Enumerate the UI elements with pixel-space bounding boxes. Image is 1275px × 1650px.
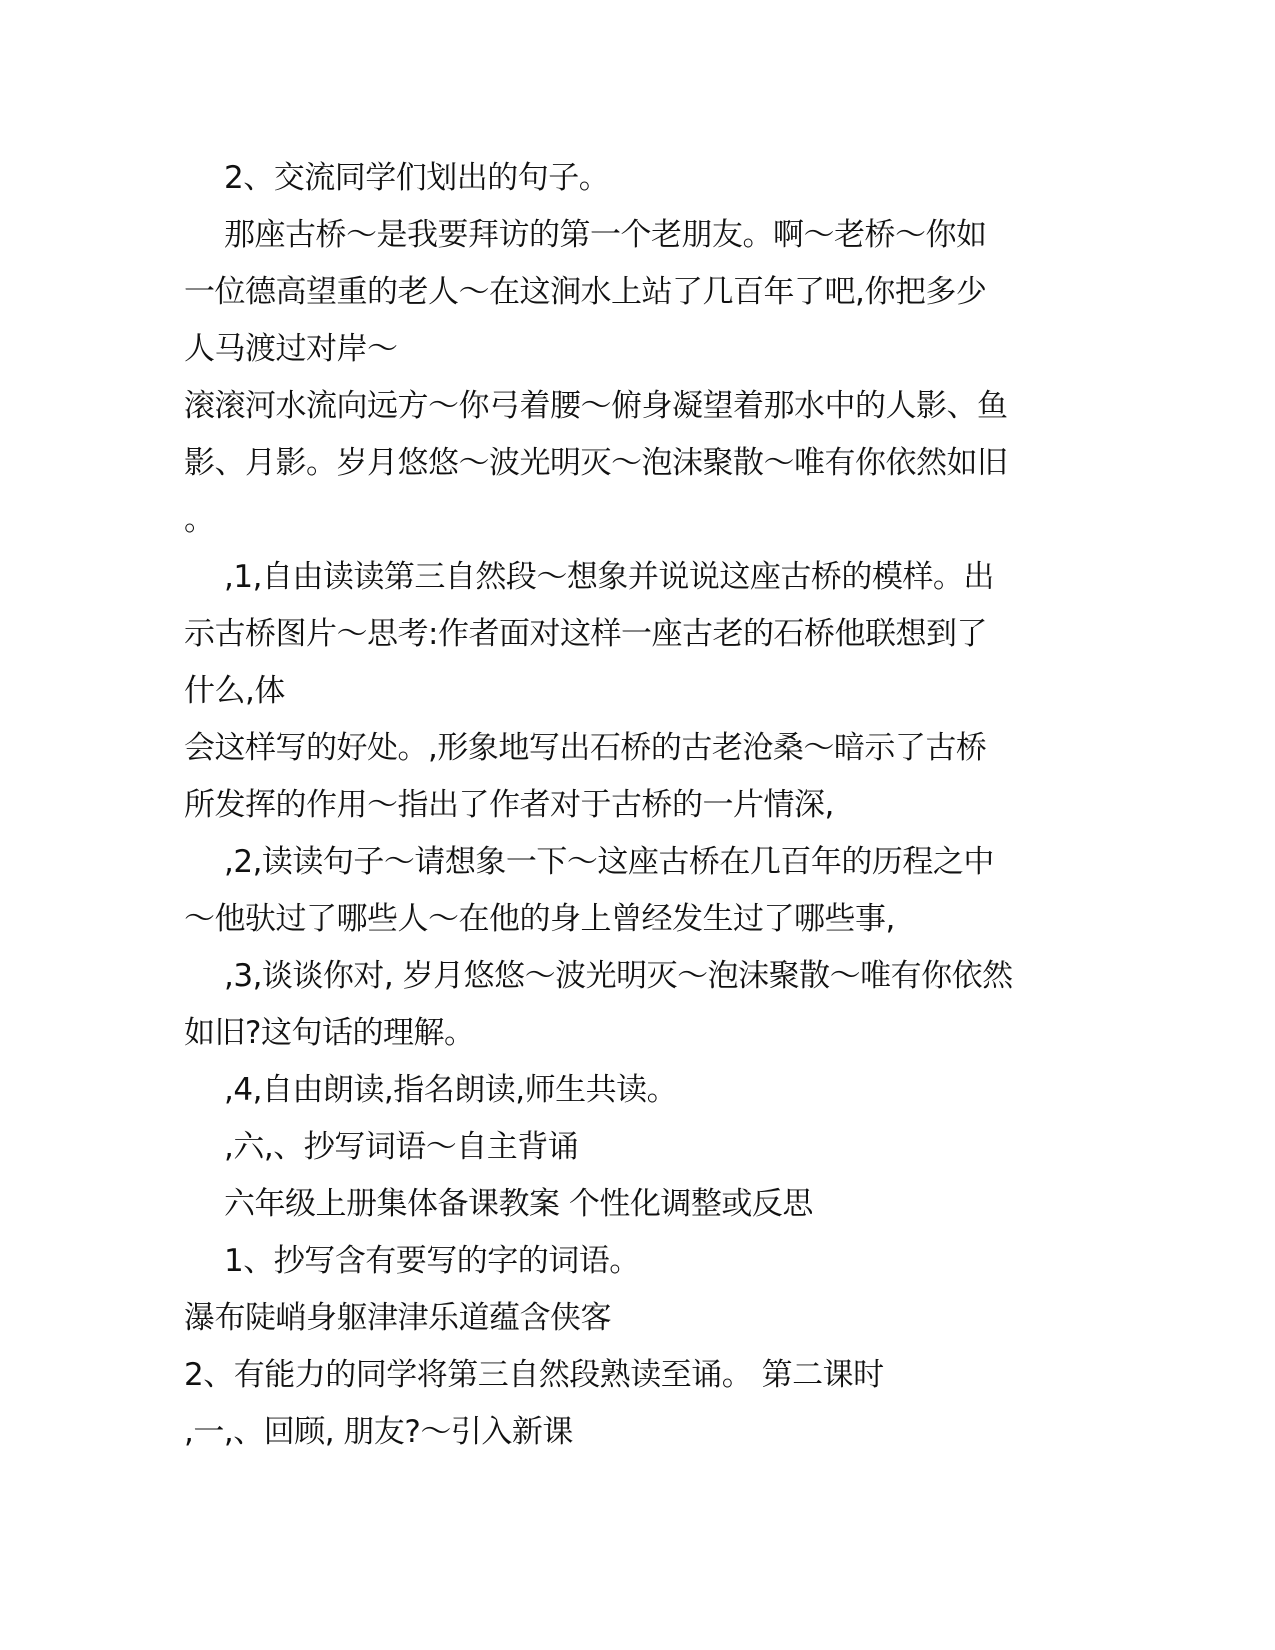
text-line: 2、有能力的同学将第三自然段熟读至诵。 第二课时 [184,1357,884,1393]
text-line: 示古桥图片～思考:作者面对这样一座古老的石桥他联想到了 [184,616,987,652]
text-line: ,4,自由朗读,指名朗读,师生共读。 [224,1072,678,1108]
text-line: 人马渡过对岸～ [184,331,398,367]
text-line: ,六,、抄写词语～自主背诵 [224,1129,579,1165]
text-line: 所发挥的作用～指出了作者对于古桥的一片情深, [184,787,834,823]
text-line: 会这样写的好处。,形象地写出石桥的古老沧桑～暗示了古桥 [184,730,987,766]
text-line: 。 [184,502,215,538]
text-line: 2、交流同学们划出的句子。 [224,160,610,196]
document-body [184,150,1084,1461]
text-line: 一位德高望重的老人～在这涧水上站了几百年了吧,你把多少 [184,274,987,310]
text-line: 瀑布陡峭身躯津津乐道蕴含侠客 [184,1300,611,1336]
text-line: ～他驮过了哪些人～在他的身上曾经发生过了哪些事, [184,901,895,937]
text-line: ,2,读读句子～请想象一下～这座古桥在几百年的历程之中 [224,844,994,880]
text-line: ,一,、回顾, 朋友?～引入新课 [184,1414,573,1450]
text-line: 1、抄写含有要写的字的词语。 [224,1243,640,1279]
text-line: ,1,自由读读第三自然段～想象并说说这座古桥的模样。出 [224,559,994,595]
text-line: 如旧?这句话的理解。 [184,1015,475,1051]
text-line: 滚滚河水流向远方～你弓着腰～俯身凝望着那水中的人影、鱼 [184,388,1008,424]
text-line: ,3,谈谈你对, 岁月悠悠～波光明灭～泡沫聚散～唯有你依然 [224,958,1013,994]
text-line: 六年级上册集体备课教案 个性化调整或反思 [224,1186,813,1222]
text-line: 那座古桥～是我要拜访的第一个老朋友。啊～老桥～你如 [224,217,987,253]
text-line: 什么,体 [184,673,285,709]
text-line: 影、月影。岁月悠悠～波光明灭～泡沫聚散～唯有你依然如旧 [184,445,1008,481]
